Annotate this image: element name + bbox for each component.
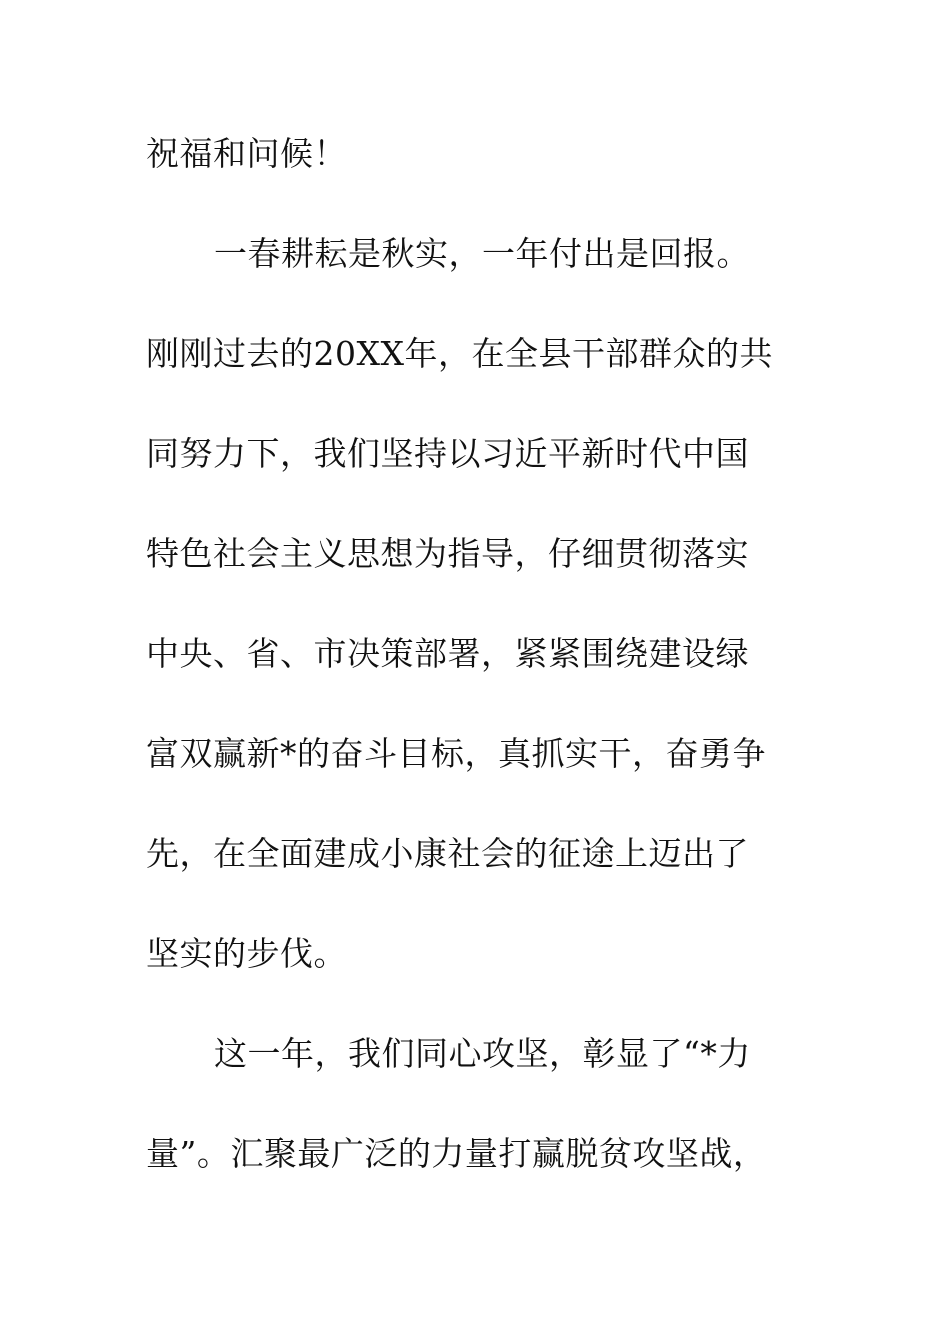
paragraph-first-line: 这一年，我们同心攻坚，彰显了“*力 [214,1034,751,1073]
paragraph-first-line: 一春耕耘是秋实，一年付出是回报。 [214,234,750,273]
text-line: 富双赢新*的奋斗目标，真抓实干，奋勇争 [146,734,766,773]
text-line: 祝福和问候！ [146,134,347,173]
text-line: 先，在全面建成小康社会的征途上迈出了 [146,834,749,873]
text-line: 量”。汇聚最广泛的力量打赢脱贫攻坚战， [146,1134,767,1173]
text-line: 坚实的步伐。 [146,934,347,973]
text-line: 中央、省、市决策部署，紧紧围绕建设绿 [146,634,749,673]
text-line: 刚刚过去的20XX年，在全县干部群众的共 [146,334,773,373]
text-line: 同努力下，我们坚持以习近平新时代中国 [146,434,749,473]
text-line: 特色社会主义思想为指导，仔细贯彻落实 [146,534,749,573]
